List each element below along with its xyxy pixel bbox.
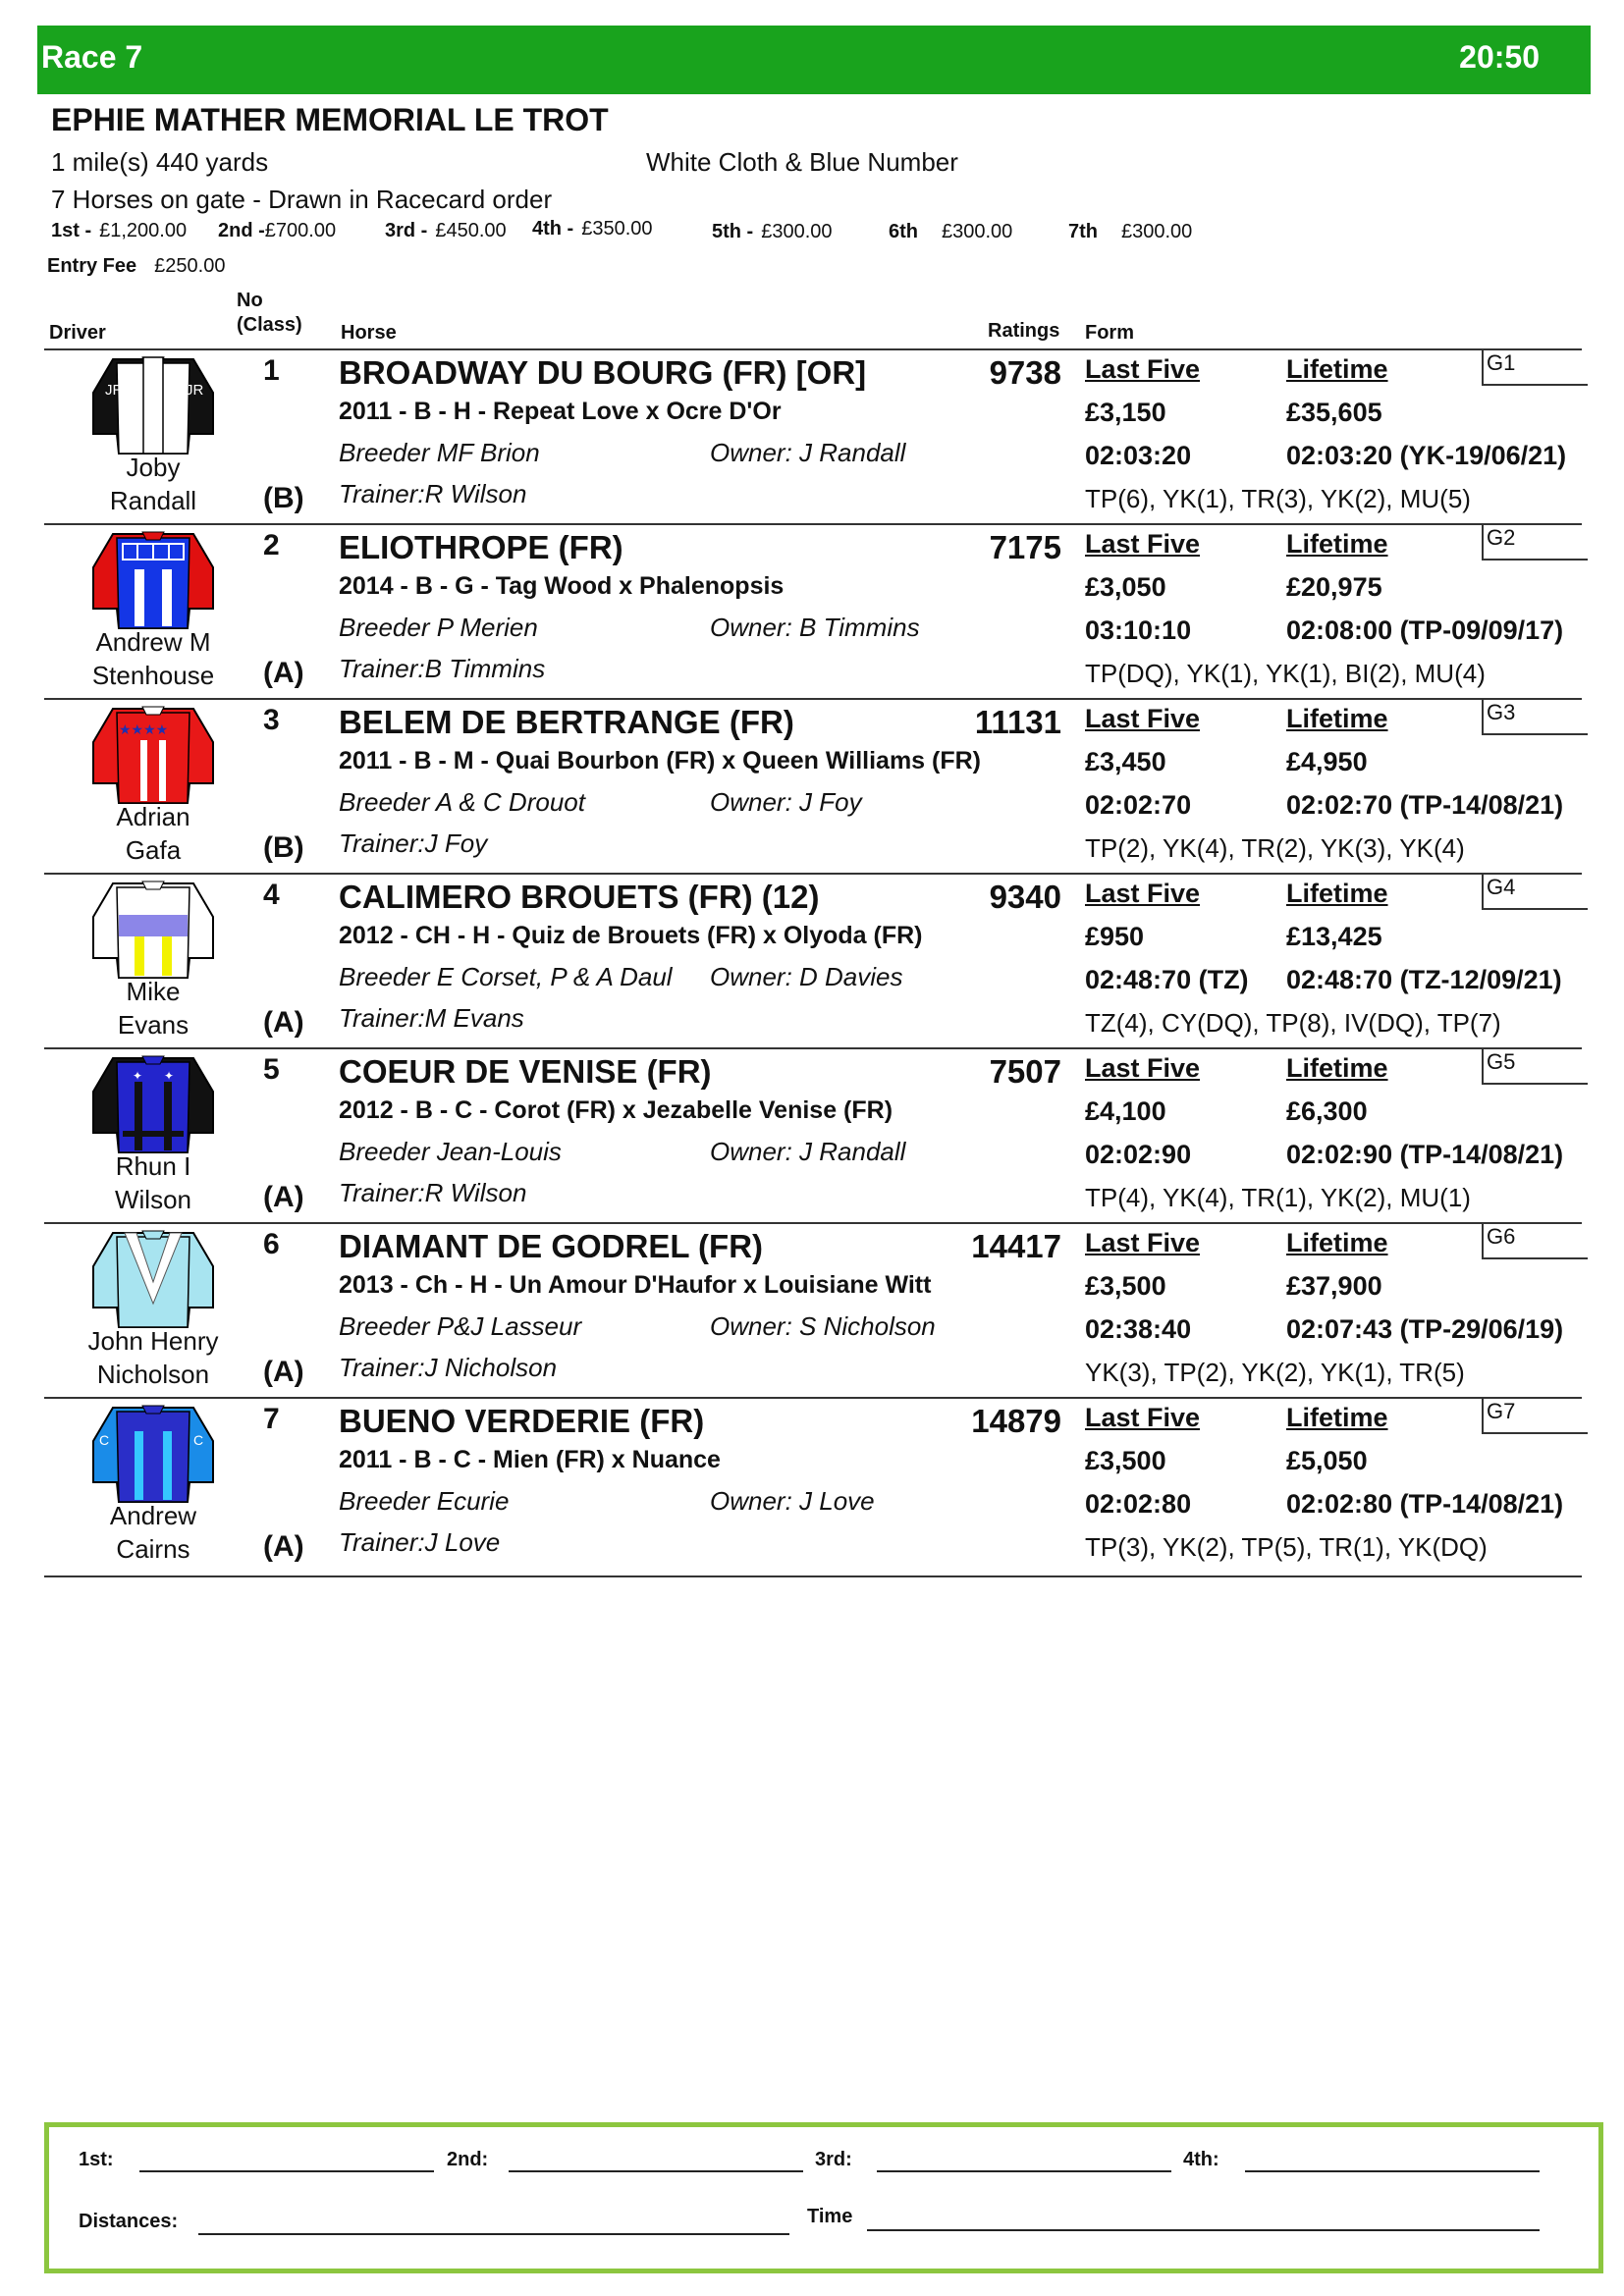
- last-five-heading: Last Five: [1085, 1228, 1201, 1257]
- lifetime-heading: Lifetime: [1286, 1053, 1388, 1083]
- last-five-heading: Last Five: [1085, 354, 1201, 384]
- horse-number: 3: [263, 704, 280, 736]
- distances-line[interactable]: [198, 2233, 789, 2235]
- silk-blue-cyan-c-icon: [83, 1402, 223, 1504]
- recent-form: TP(6), YK(1), TR(3), YK(2), MU(5): [1085, 484, 1471, 513]
- col-form: Form: [1085, 322, 1134, 344]
- runner-row-6: [0, 1222, 1624, 1397]
- runner-row-1: [0, 348, 1624, 523]
- lifetime-heading: Lifetime: [1286, 1228, 1388, 1257]
- result-4th-label: 4th:: [1183, 2149, 1219, 2170]
- lifetime-time: 02:02:70 (TP-14/08/21): [1286, 790, 1564, 820]
- horse-breeder: Breeder P&J Lasseur: [339, 1311, 582, 1341]
- lifetime-time: 02:02:90 (TP-14/08/21): [1286, 1140, 1564, 1169]
- horse-owner: Owner: J Foy: [710, 787, 862, 817]
- prize-4th: 4th - £350.00: [532, 218, 653, 240]
- last-five-time: 02:48:70 (TZ): [1085, 965, 1249, 994]
- lifetime-time: 02:48:70 (TZ-12/09/21): [1286, 965, 1562, 994]
- horse-owner: Owner: J Randall: [710, 1137, 906, 1166]
- gate-box: G4: [1482, 875, 1588, 910]
- horse-breeder: Breeder MF Brion: [339, 438, 540, 467]
- lifetime-heading: Lifetime: [1286, 529, 1388, 559]
- runner-row-5: [0, 1047, 1624, 1222]
- lifetime-time: 02:03:20 (YK-19/06/21): [1286, 441, 1567, 470]
- horse-trainer: Trainer:R Wilson: [339, 1178, 527, 1207]
- svg-text:C: C: [99, 1432, 110, 1448]
- last-five-time: 02:02:80: [1085, 1489, 1192, 1519]
- lifetime-time: 02:02:80 (TP-14/08/21): [1286, 1489, 1564, 1519]
- horse-rating: 7507: [989, 1053, 1061, 1090]
- gate-box: G3: [1482, 700, 1588, 735]
- last-five-time: 02:38:40: [1085, 1314, 1192, 1344]
- driver-first-name: Adrian: [116, 802, 190, 831]
- horse-rating: 11131: [974, 704, 1061, 740]
- horse-trainer: Trainer:J Nicholson: [339, 1353, 558, 1382]
- svg-text:✦: ✦: [133, 1069, 143, 1083]
- race-header-bar: [37, 26, 1591, 94]
- gate-box: G5: [1482, 1049, 1588, 1085]
- col-class: (Class): [237, 314, 302, 336]
- horse-name: CALIMERO BROUETS (FR) (12): [339, 879, 820, 915]
- horse-rating: 9738: [989, 354, 1061, 391]
- recent-form: TZ(4), CY(DQ), TP(8), IV(DQ), TP(7): [1085, 1008, 1501, 1038]
- horse-owner: Owner: B Timmins: [710, 613, 920, 642]
- driver-first-name: John Henry: [87, 1326, 219, 1356]
- horse-breeder: Breeder E Corset, P & A Daul: [339, 962, 673, 991]
- horse-class: (A): [263, 1006, 304, 1039]
- driver-last-name: Stenhouse: [91, 661, 215, 690]
- silk-lightblue-white-v-icon: [83, 1227, 223, 1329]
- race-number: Race 7: [41, 39, 143, 75]
- last-five-heading: Last Five: [1085, 1403, 1201, 1432]
- lifetime-heading: Lifetime: [1286, 704, 1388, 733]
- svg-text:C: C: [193, 1432, 204, 1448]
- gate-info: 7 Horses on gate - Drawn in Racecard order: [51, 185, 553, 214]
- last-five-time: 03:10:10: [1085, 615, 1192, 645]
- horse-trainer: Trainer:R Wilson: [339, 479, 527, 508]
- last-five-time: 02:02:70: [1085, 790, 1192, 820]
- horse-number: 4: [263, 879, 280, 911]
- silk-red-blue-white-stripes-icon: [83, 528, 223, 630]
- runner-row-3: [0, 698, 1624, 873]
- driver-first-name: Andrew M: [95, 627, 211, 657]
- prize-2nd: 2nd -£700.00: [218, 220, 337, 241]
- horse-pedigree: 2014 - B - G - Tag Wood x Phalenopsis: [339, 572, 785, 600]
- horse-pedigree: 2012 - B - C - Corot (FR) x Jezabelle Venise (FR): [339, 1096, 893, 1124]
- lifetime-prize: £4,950: [1286, 747, 1368, 776]
- horse-name: COEUR DE VENISE (FR): [339, 1053, 712, 1090]
- last-five-heading: Last Five: [1085, 1053, 1201, 1083]
- horse-name: BROADWAY DU BOURG (FR) [OR]: [339, 354, 867, 391]
- driver-first-name: Andrew: [109, 1501, 197, 1530]
- driver-last-name: Randall: [109, 486, 197, 515]
- gate-box: G6: [1482, 1224, 1588, 1259]
- horse-pedigree: 2011 - B - H - Repeat Love x Ocre D'Or: [339, 398, 782, 425]
- last-five-heading: Last Five: [1085, 529, 1201, 559]
- silk-stars-and-stripes-icon: [83, 703, 223, 805]
- result-1st-label: 1st:: [79, 2149, 114, 2170]
- results-box: [44, 2122, 1603, 2273]
- distances-label: Distances:: [79, 2211, 179, 2232]
- driver-first-name: Rhun I: [115, 1151, 191, 1181]
- svg-text:JR: JR: [186, 382, 204, 399]
- row-divider: [44, 1222, 1582, 1224]
- lifetime-prize: £20,975: [1286, 572, 1382, 602]
- lifetime-prize: £5,050: [1286, 1446, 1368, 1475]
- horse-number: 2: [263, 529, 280, 561]
- result-4th-line[interactable]: [1245, 2170, 1540, 2172]
- time-label: Time: [807, 2206, 853, 2227]
- horse-name: DIAMANT DE GODREL (FR): [339, 1228, 764, 1264]
- lifetime-prize: £35,605: [1286, 398, 1382, 427]
- horse-rating: 7175: [989, 529, 1061, 565]
- horse-class: (B): [263, 831, 304, 864]
- svg-text:★★★★: ★★★★: [119, 722, 169, 738]
- cloth-info: White Cloth & Blue Number: [646, 147, 958, 177]
- horse-pedigree: 2012 - CH - H - Quiz de Brouets (FR) x Olyoda (FR): [339, 922, 923, 949]
- result-3rd-line[interactable]: [877, 2170, 1171, 2172]
- result-2nd-line[interactable]: [509, 2170, 803, 2172]
- horse-breeder: Breeder Ecurie: [339, 1486, 510, 1516]
- prize-7th: 7th £300.00: [1068, 221, 1193, 242]
- horse-owner: Owner: S Nicholson: [710, 1311, 936, 1341]
- lifetime-heading: Lifetime: [1286, 1403, 1388, 1432]
- result-2nd-label: 2nd:: [447, 2149, 489, 2170]
- horse-breeder: Breeder A & C Drouot: [339, 787, 585, 817]
- recent-form: YK(3), TP(2), YK(2), YK(1), TR(5): [1085, 1358, 1465, 1387]
- driver-last-name: Wilson: [114, 1185, 191, 1214]
- driver-last-name: Nicholson: [96, 1360, 210, 1389]
- prize-1st: 1st - £1,200.00: [51, 220, 188, 241]
- horse-trainer: Trainer:M Evans: [339, 1003, 524, 1033]
- table-bottom-line: [44, 1575, 1582, 1577]
- race-title: EPHIE MATHER MEMORIAL LE TROT: [51, 102, 609, 137]
- runner-row-7: [0, 1397, 1624, 1572]
- last-five-prize: £4,100: [1085, 1096, 1166, 1126]
- silk-blue-black-braces-icon: [83, 1052, 223, 1154]
- horse-class: (A): [263, 1181, 304, 1213]
- lifetime-prize: £13,425: [1286, 922, 1382, 951]
- horse-rating: 14417: [971, 1228, 1061, 1264]
- race-distance: 1 mile(s) 440 yards: [51, 147, 269, 177]
- last-five-heading: Last Five: [1085, 704, 1201, 733]
- horse-trainer: Trainer:J Foy: [339, 828, 488, 858]
- last-five-prize: £3,150: [1085, 398, 1166, 427]
- lifetime-heading: Lifetime: [1286, 879, 1388, 908]
- col-horse: Horse: [341, 322, 397, 344]
- lifetime-prize: £37,900: [1286, 1271, 1382, 1301]
- horse-class: (A): [263, 1356, 304, 1388]
- row-divider: [44, 873, 1582, 875]
- lifetime-heading: Lifetime: [1286, 354, 1388, 384]
- horse-trainer: Trainer:B Timmins: [339, 654, 546, 683]
- horse-number: 1: [263, 354, 280, 387]
- gate-box: G2: [1482, 525, 1588, 561]
- lifetime-time: 02:07:43 (TP-29/06/19): [1286, 1314, 1564, 1344]
- last-five-time: 02:02:90: [1085, 1140, 1192, 1169]
- prize-3rd: 3rd - £450.00: [385, 220, 507, 241]
- row-divider: [44, 698, 1582, 700]
- horse-rating: 14879: [971, 1403, 1061, 1439]
- lifetime-time: 02:08:00 (TP-09/09/17): [1286, 615, 1564, 645]
- runner-row-4: [0, 873, 1624, 1047]
- row-divider: [44, 523, 1582, 525]
- last-five-heading: Last Five: [1085, 879, 1201, 908]
- recent-form: TP(3), YK(2), TP(5), TR(1), YK(DQ): [1085, 1532, 1488, 1562]
- result-3rd-label: 3rd:: [815, 2149, 852, 2170]
- horse-pedigree: 2011 - B - M - Quai Bourbon (FR) x Queen Williams (FR): [339, 747, 981, 774]
- last-five-prize: £3,450: [1085, 747, 1166, 776]
- last-five-prize: £3,500: [1085, 1446, 1166, 1475]
- horse-number: 6: [263, 1228, 280, 1260]
- driver-last-name: Cairns: [116, 1534, 190, 1564]
- driver-first-name: Joby: [126, 453, 181, 482]
- recent-form: TP(4), YK(4), TR(1), YK(2), MU(1): [1085, 1183, 1471, 1212]
- horse-name: BELEM DE BERTRANGE (FR): [339, 704, 794, 740]
- last-five-prize: £3,050: [1085, 572, 1166, 602]
- svg-text:✦: ✦: [164, 1069, 175, 1083]
- silk-jr-black-white-icon: [83, 353, 223, 455]
- horse-class: (A): [263, 1530, 304, 1563]
- horse-owner: Owner: D Davies: [710, 962, 903, 991]
- horse-class: (A): [263, 657, 304, 689]
- silk-white-lilac-yellow-icon: [83, 878, 223, 980]
- horse-breeder: Breeder P Merien: [339, 613, 538, 642]
- horse-name: BUENO VERDERIE (FR): [339, 1403, 705, 1439]
- horse-breeder: Breeder Jean-Louis: [339, 1137, 562, 1166]
- horse-class: (B): [263, 482, 304, 514]
- horse-owner: Owner: J Randall: [710, 438, 906, 467]
- last-five-prize: £950: [1085, 922, 1145, 951]
- col-ratings: Ratings: [988, 320, 1060, 342]
- row-divider: [44, 348, 1582, 350]
- gate-box: G1: [1482, 350, 1588, 386]
- horse-rating: 9340: [989, 879, 1061, 915]
- row-divider: [44, 1047, 1582, 1049]
- last-five-prize: £3,500: [1085, 1271, 1166, 1301]
- last-five-time: 02:03:20: [1085, 441, 1192, 470]
- driver-last-name: Gafa: [125, 835, 182, 865]
- driver-first-name: Mike: [126, 977, 181, 1006]
- prize-6th: 6th £300.00: [889, 221, 1013, 242]
- horse-number: 7: [263, 1403, 280, 1435]
- race-time: 20:50: [1459, 39, 1540, 75]
- row-divider: [44, 1397, 1582, 1399]
- horse-pedigree: 2013 - Ch - H - Un Amour D'Haufor x Louisiane Witt: [339, 1271, 932, 1299]
- recent-form: TP(2), YK(4), TR(2), YK(3), YK(4): [1085, 833, 1465, 863]
- result-1st-line[interactable]: [139, 2170, 434, 2172]
- horse-pedigree: 2011 - B - C - Mien (FR) x Nuance: [339, 1446, 721, 1473]
- col-driver: Driver: [49, 322, 106, 344]
- horse-number: 5: [263, 1053, 280, 1086]
- driver-last-name: Evans: [117, 1010, 189, 1040]
- gate-box: G7: [1482, 1399, 1588, 1434]
- horse-name: ELIOTHROPE (FR): [339, 529, 623, 565]
- col-no: No: [237, 290, 263, 311]
- recent-form: TP(DQ), YK(1), YK(1), BI(2), MU(4): [1085, 659, 1486, 688]
- prize-5th: 5th - £300.00: [712, 221, 833, 242]
- entry-fee: Entry Fee £250.00: [47, 255, 226, 277]
- horse-owner: Owner: J Love: [710, 1486, 875, 1516]
- lifetime-prize: £6,300: [1286, 1096, 1368, 1126]
- time-line[interactable]: [867, 2229, 1540, 2231]
- svg-text:JR: JR: [105, 382, 124, 399]
- runner-row-2: [0, 523, 1624, 698]
- horse-trainer: Trainer:J Love: [339, 1527, 501, 1557]
